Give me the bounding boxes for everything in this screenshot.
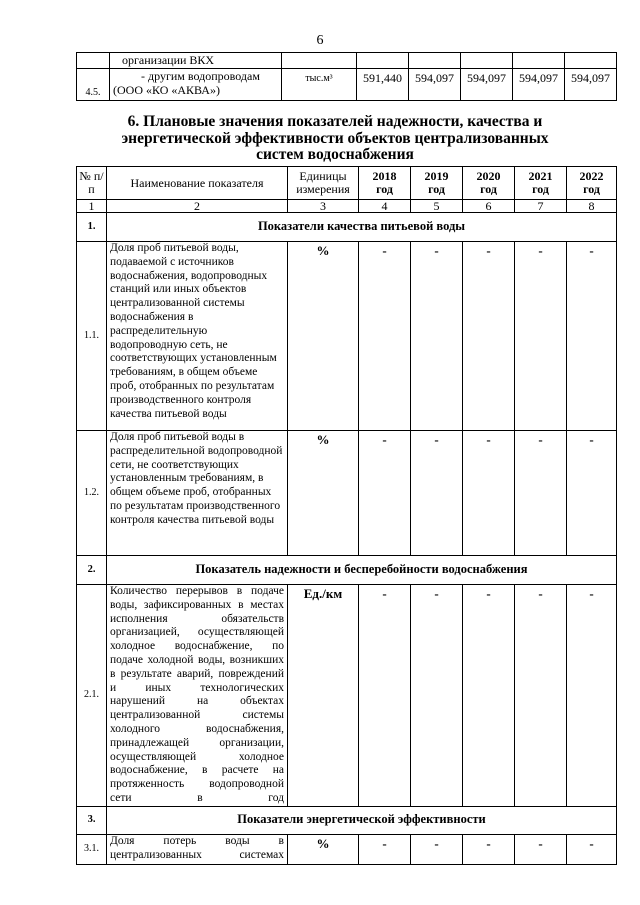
unit-cell: % [288, 242, 359, 431]
indicator-name-cell [110, 53, 282, 69]
section-row-1 [77, 213, 617, 242]
column-index: 6 [463, 200, 515, 213]
value-cell [513, 53, 565, 69]
table-row-1-2 [77, 431, 617, 556]
unit-cell: Ед./км [288, 585, 359, 807]
indicator-name: Доля потерь воды в централизованных системах [107, 834, 288, 864]
header-year-2021 [515, 167, 567, 200]
table-row-2-1 [77, 585, 617, 807]
section-title: 6. Плановые значения показателей надежности, качества и энергетической эффективности объектов централизованных систем водоснабжения [121, 113, 549, 163]
page-number: 6 [316, 33, 324, 48]
header-year-2018 [359, 167, 411, 200]
year-label: 2018 [372, 169, 397, 183]
header-year-2019 [411, 167, 463, 200]
value-2019: - [411, 585, 463, 807]
section-number: 1. [77, 213, 107, 242]
unit-cell: % [288, 834, 359, 864]
indicator-name-cell [110, 69, 282, 101]
table-row-3-1 [77, 834, 617, 864]
header-num: № п/п [77, 167, 107, 200]
year-suffix: год [532, 182, 549, 196]
header-year-2022 [567, 167, 617, 200]
row-number: 1.2. [77, 431, 107, 556]
year-suffix: год [428, 182, 445, 196]
value-2019: - [411, 242, 463, 431]
column-index: 3 [288, 200, 359, 213]
row-number: 2.1. [77, 585, 107, 807]
value-cell [409, 53, 461, 69]
value-2018: - [359, 585, 411, 807]
indicator-name: Доля проб питьевой воды в распределительной водопроводной сети, не соответствующих установленным требованиям, в общем объеме проб, отобранных по результатам производственного контроля качества питьевой воды [107, 431, 288, 556]
unit-cell: % [288, 431, 359, 556]
value-2022: - [567, 242, 617, 431]
value-2022: - [567, 585, 617, 807]
column-index: 8 [567, 200, 617, 213]
row-number: 1.1. [77, 242, 107, 431]
value-2019: 594,097 [409, 69, 461, 101]
value-2021: - [515, 585, 567, 807]
header-unit: Единицы измерения [288, 167, 359, 200]
previous-table-continuation [76, 52, 617, 101]
value-2022: 594,097 [565, 69, 617, 101]
value-2018: 591,440 [357, 69, 409, 101]
value-2018: - [359, 242, 411, 431]
row-number-cell [77, 53, 110, 69]
column-index-row [77, 200, 617, 213]
year-label: 2021 [528, 169, 553, 183]
year-label: 2022 [579, 169, 604, 183]
header-year-2020 [463, 167, 515, 200]
indicators-table [76, 166, 617, 865]
year-label: 2020 [476, 169, 501, 183]
section-number: 3. [77, 806, 107, 834]
section-heading: Показатель надежности и бесперебойности водоснабжения [107, 556, 617, 585]
value-2019: - [411, 834, 463, 864]
row-number: 3.1. [77, 834, 107, 864]
column-index: 2 [107, 200, 288, 213]
value-2018: - [359, 834, 411, 864]
value-2020: - [463, 585, 515, 807]
value-2021: - [515, 242, 567, 431]
row-number: 4.5. [77, 69, 110, 101]
value-2018: - [359, 431, 411, 556]
column-index: 4 [359, 200, 411, 213]
indicator-name: Доля проб питьевой воды, подаваемой с источников водоснабжения, водопроводных станций или иных объектов централизованной системы водоснабжения в распределительную водопроводную сеть, не соответствующих установленным требованиям, в общем объеме проб, отобранных по результатам производственного контроля качества питьевой воды [107, 242, 288, 431]
indicator-name: организации ВКХ [122, 53, 215, 67]
section-heading: Показатели энергетической эффективности [107, 806, 617, 834]
indicator-name-line: - другим водопроводам [141, 69, 260, 83]
section-heading: Показатели качества питьевой воды [107, 213, 617, 242]
value-2022: - [567, 431, 617, 556]
table-row-4-5 [77, 69, 617, 101]
value-2019: - [411, 431, 463, 556]
table-row-1-1 [77, 242, 617, 431]
value-2020: - [463, 242, 515, 431]
value-2020: - [463, 431, 515, 556]
table-row [77, 53, 617, 69]
value-cell [565, 53, 617, 69]
header-name: Наименование показателя [107, 167, 288, 200]
value-cell [357, 53, 409, 69]
column-index: 5 [411, 200, 463, 213]
value-cell [461, 53, 513, 69]
value-2022: - [567, 834, 617, 864]
year-suffix: год [583, 182, 600, 196]
unit-cell [282, 53, 357, 69]
value-2021: - [515, 431, 567, 556]
value-2020: - [463, 834, 515, 864]
year-suffix: год [376, 182, 393, 196]
year-suffix: год [480, 182, 497, 196]
section-row-3 [77, 806, 617, 834]
unit-cell: тыс.м³ [282, 69, 357, 101]
column-index: 1 [77, 200, 107, 213]
value-2021: 594,097 [513, 69, 565, 101]
section-row-2 [77, 556, 617, 585]
header-row [77, 167, 617, 200]
indicator-name: Количество перерывов в подаче воды, зафиксированных в местах исполнения обязательств организацией, осуществляющей холодное водоснабжение, по подаче холодной воды, возникших в результате аварий, повреждений и иных технологических нарушений на объектах централизованной системы холодного водоснабжения, принадлежащей организации, осуществляющей холодное водоснабжение, в расчете на протяженность водопроводной сети в год [107, 585, 288, 807]
value-2021: - [515, 834, 567, 864]
column-index: 7 [515, 200, 567, 213]
year-label: 2019 [424, 169, 449, 183]
indicator-name-line: (ООО «КО «АКВА») [113, 83, 220, 97]
value-2020: 594,097 [461, 69, 513, 101]
section-number: 2. [77, 556, 107, 585]
